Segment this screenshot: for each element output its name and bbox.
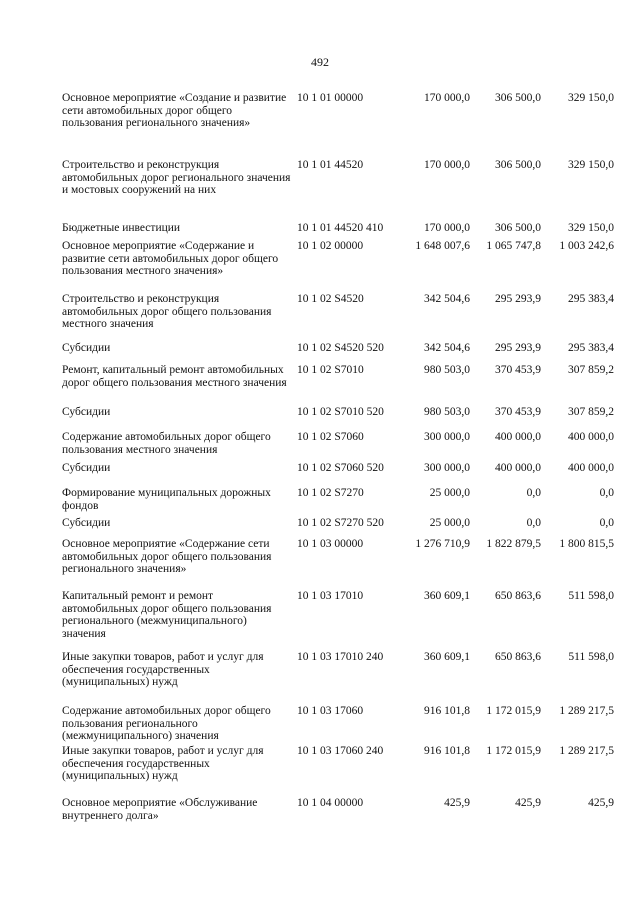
- row-name: Субсидии: [62, 406, 111, 418]
- row-name: Содержание автомобильных дорог общего пользования местного значения: [62, 431, 271, 456]
- row-value-2: 1 065 747,8: [486, 240, 541, 252]
- row-value-1: 360 609,1: [424, 651, 470, 663]
- row-code: 10 1 02 S7270: [297, 487, 364, 499]
- row-name: Строительство и реконструкция автомобильных дорог регионального значения и мостовых сооружений на них: [62, 159, 291, 197]
- row-value-2: 400 000,0: [495, 431, 541, 443]
- row-value-2: 295 293,9: [495, 293, 541, 305]
- row-name: Капитальный ремонт и ремонт автомобильных дорог общего пользования регионального (межмуниципального) значения: [62, 590, 272, 640]
- row-value-3: 295 383,4: [568, 342, 614, 354]
- row-value-2: 1 822 879,5: [486, 538, 541, 550]
- row-value-2: 306 500,0: [495, 222, 541, 234]
- row-value-3: 511 598,0: [568, 590, 614, 602]
- row-value-3: 307 859,2: [568, 364, 614, 376]
- row-value-2: 295 293,9: [495, 342, 541, 354]
- row-value-3: 400 000,0: [568, 462, 614, 474]
- row-code: 10 1 02 S7010 520: [297, 406, 384, 418]
- row-value-1: 360 609,1: [424, 590, 470, 602]
- row-value-1: 425,9: [444, 797, 470, 809]
- row-value-3: 0,0: [599, 487, 614, 499]
- row-value-2: 650 863,6: [495, 590, 541, 602]
- row-name: Субсидии: [62, 517, 111, 529]
- row-value-1: 980 503,0: [424, 364, 470, 376]
- row-value-3: 1 800 815,5: [559, 538, 614, 550]
- row-code: 10 1 01 44520 410: [297, 222, 384, 234]
- row-value-2: 370 453,9: [495, 364, 541, 376]
- row-value-3: 1 289 217,5: [559, 745, 614, 757]
- row-value-2: 370 453,9: [495, 406, 541, 418]
- row-name: Основное мероприятие «Обслуживание внутреннего долга»: [62, 797, 258, 822]
- row-value-3: 511 598,0: [568, 651, 614, 663]
- row-value-2: 1 172 015,9: [486, 745, 541, 757]
- row-value-3: 329 150,0: [568, 222, 614, 234]
- row-value-1: 342 504,6: [424, 342, 470, 354]
- row-name: Основное мероприятие «Содержание и развитие сети автомобильных дорог общего пользования местного значения»: [62, 240, 279, 278]
- row-value-2: 400 000,0: [495, 462, 541, 474]
- row-value-1: 1 276 710,9: [415, 538, 470, 550]
- row-code: 10 1 02 S4520 520: [297, 342, 384, 354]
- row-code: 10 1 01 00000: [297, 92, 364, 104]
- row-code: 10 1 02 S7060: [297, 431, 364, 443]
- row-code: 10 1 02 S7060 520: [297, 462, 384, 474]
- row-value-3: 1 003 242,6: [559, 240, 614, 252]
- row-name: Иные закупки товаров, работ и услуг для обеспечения государственных (муниципальных) нужд: [62, 651, 264, 689]
- row-code: 10 1 03 17060: [297, 705, 364, 717]
- row-value-3: 295 383,4: [568, 293, 614, 305]
- row-code: 10 1 02 S4520: [297, 293, 364, 305]
- row-value-3: 307 859,2: [568, 406, 614, 418]
- row-value-2: 306 500,0: [495, 92, 541, 104]
- row-value-1: 170 000,0: [424, 92, 470, 104]
- row-value-1: 1 648 007,6: [415, 240, 470, 252]
- row-code: 10 1 04 00000: [297, 797, 364, 809]
- row-name: Формирование муниципальных дорожных фондов: [62, 487, 271, 512]
- row-value-1: 300 000,0: [424, 431, 470, 443]
- row-value-1: 916 101,8: [424, 745, 470, 757]
- row-name: Строительство и реконструкция автомобильных дорог общего пользования местного значения: [62, 293, 272, 331]
- row-value-1: 342 504,6: [424, 293, 470, 305]
- row-value-1: 25 000,0: [429, 487, 470, 499]
- row-name: Ремонт, капитальный ремонт автомобильных дорог общего пользования местного значения: [62, 364, 287, 389]
- row-value-2: 306 500,0: [495, 159, 541, 171]
- row-value-2: 1 172 015,9: [486, 705, 541, 717]
- row-code: 10 1 02 S7010: [297, 364, 364, 376]
- row-value-3: 425,9: [588, 797, 614, 809]
- row-code: 10 1 03 00000: [297, 538, 364, 550]
- row-value-1: 980 503,0: [424, 406, 470, 418]
- row-value-3: 329 150,0: [568, 92, 614, 104]
- row-value-1: 300 000,0: [424, 462, 470, 474]
- row-code: 10 1 03 17060 240: [297, 745, 384, 757]
- row-name: Субсидии: [62, 342, 111, 354]
- row-value-3: 0,0: [599, 517, 614, 529]
- row-value-3: 1 289 217,5: [559, 705, 614, 717]
- row-name: Основное мероприятие «Содержание сети автомобильных дорог общего пользования регионального значения»: [62, 538, 272, 576]
- row-value-1: 25 000,0: [429, 517, 470, 529]
- row-name: Содержание автомобильных дорог общего пользования регионального (межмуниципального) значения: [62, 705, 271, 743]
- row-value-1: 170 000,0: [424, 159, 470, 171]
- row-code: 10 1 02 S7270 520: [297, 517, 384, 529]
- row-value-2: 0,0: [526, 517, 541, 529]
- row-name: Основное мероприятие «Создание и развитие сети автомобильных дорог общего пользования регионального значения»: [62, 92, 287, 130]
- page-number: 492: [311, 55, 329, 69]
- row-code: 10 1 03 17010: [297, 590, 364, 602]
- row-code: 10 1 03 17010 240: [297, 651, 384, 663]
- row-value-1: 916 101,8: [424, 705, 470, 717]
- row-value-1: 170 000,0: [424, 222, 470, 234]
- row-name: Бюджетные инвестиции: [62, 222, 181, 234]
- row-value-3: 329 150,0: [568, 159, 614, 171]
- row-name: Иные закупки товаров, работ и услуг для обеспечения государственных (муниципальных) нужд: [62, 745, 264, 783]
- row-code: 10 1 02 00000: [297, 240, 364, 252]
- row-value-3: 400 000,0: [568, 431, 614, 443]
- row-value-2: 650 863,6: [495, 651, 541, 663]
- row-name: Субсидии: [62, 462, 111, 474]
- row-value-2: 0,0: [526, 487, 541, 499]
- row-code: 10 1 01 44520: [297, 159, 364, 171]
- row-value-2: 425,9: [515, 797, 541, 809]
